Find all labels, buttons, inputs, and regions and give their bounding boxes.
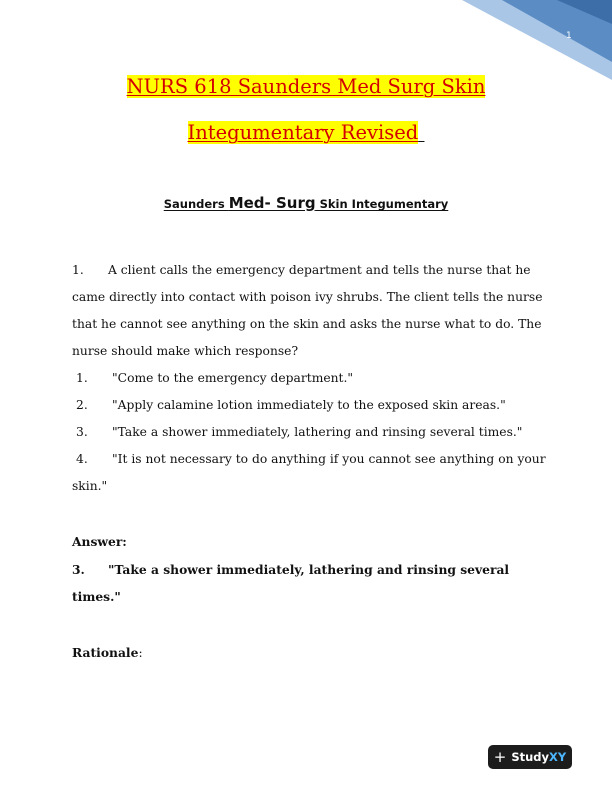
question-text-1: A client calls the emergency department and tells the nurse that he — [108, 263, 531, 277]
option-text: "Come to the emergency department." — [112, 371, 354, 385]
document-title-line-2 — [0, 121, 612, 145]
answer-text-1: "Take a shower immediately, lathering and rinsing several — [108, 562, 510, 577]
document-title-line-1 — [0, 75, 612, 99]
page-corner-decoration — [462, 0, 612, 80]
question-line-4: nurse should make which response? — [72, 344, 299, 358]
title-text-1: NURS 618 Saunders Med Surg Skin — [126, 75, 486, 98]
question-number: 1. — [72, 263, 84, 277]
option-4-continuation: skin." — [72, 479, 108, 493]
page-number: 1 — [566, 31, 572, 41]
option-number: 1. — [76, 371, 88, 385]
question-line-2: came directly into contact with poison ivy shrubs. The client tells the nurse — [72, 290, 543, 304]
rationale-heading — [72, 645, 542, 661]
answer-line-1 — [72, 562, 542, 578]
answer-line-2: times." — [72, 589, 121, 604]
brand-name-part-1: Study — [511, 750, 550, 764]
option-text: "Take a shower immediately, lathering and rinsing several times." — [112, 425, 523, 439]
plus-icon: + — [493, 747, 507, 766]
section-heading-part-3: Skin Integumentary — [315, 197, 449, 211]
brand-name-part-2: XY — [549, 750, 567, 764]
option-number: 4. — [76, 452, 88, 466]
section-heading-part-1: Saunders — [163, 197, 229, 211]
option-3 — [76, 424, 522, 440]
studyxy-logo[interactable] — [488, 745, 572, 769]
option-4 — [76, 451, 546, 467]
option-text: "Apply calamine lotion immediately to the exposed skin areas." — [112, 398, 506, 412]
option-number: 3. — [76, 425, 88, 439]
section-heading-part-2: Med- Surg — [228, 194, 316, 212]
option-text: "It is not necessary to do anything if you cannot see anything on your — [112, 452, 546, 466]
option-number: 2. — [76, 398, 88, 412]
rationale-label: Rationale — [72, 645, 139, 660]
option-1 — [76, 370, 353, 386]
answer-label: Answer: — [72, 534, 127, 549]
rationale-colon: : — [138, 646, 143, 660]
option-2 — [76, 397, 506, 413]
title-text-2: Integumentary Revised — [187, 121, 419, 144]
answer-number: 3. — [72, 562, 85, 577]
section-heading — [0, 193, 612, 212]
question-line-1 — [72, 262, 542, 278]
question-line-3: that he cannot see anything on the skin and asks the nurse what to do. The — [72, 317, 542, 331]
